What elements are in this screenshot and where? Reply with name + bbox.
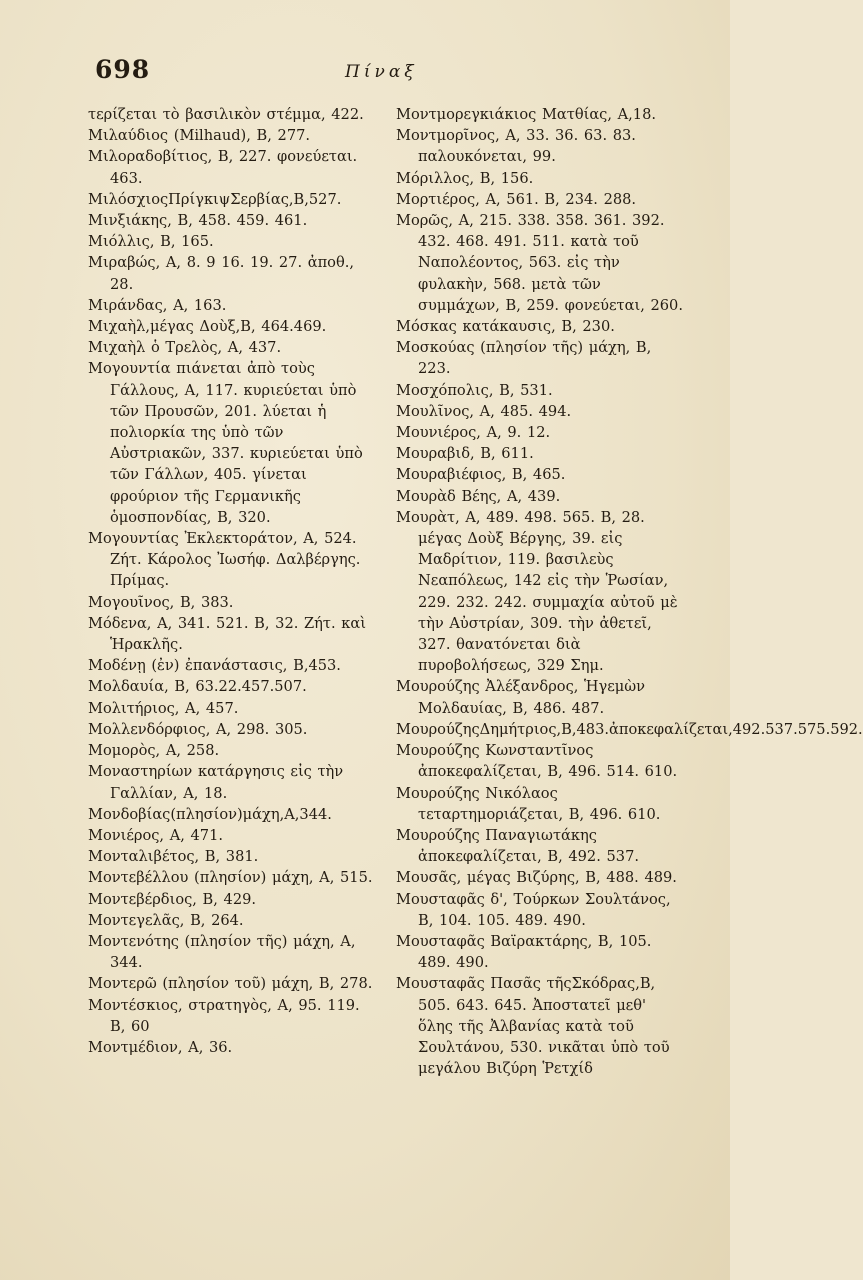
index-entry: Μιλαύδιος (Milhaud), Β, 277. [88,127,311,145]
index-entry: Μιόλλις, Β, 165. [88,233,214,251]
page-number: 698 [95,55,151,84]
index-entry: Μοδένῃ (ἐν) ἐπανάστασις, Β,453. [88,657,341,675]
index-entry: Μόσκας κατάκαυσις, Β, 230. [396,318,615,336]
index-entry: Μολιτήριος, Α, 457. [88,699,239,717]
index-entry: Μόριλλος, Β, 156. [396,169,534,187]
index-entry: Μορτιέρος, Α, 561. Β, 234. 288. [396,190,637,208]
index-column-right [396,104,863,1079]
index-entry: Μολλενδόρφιος, Α, 298. 305. [88,720,308,738]
index-entry: Μουρούζης Κωνσταντῖνος ἀποκεφαλίζεται, Β, 496. 514. 610. [396,742,678,781]
index-entry: Μοντερῶ (πλησίον τοῦ) μάχη, Β, 278. [88,975,373,993]
index-entry: Μουνιέρος, Α, 9. 12. [396,424,551,442]
index-entry: τερίζεται τὸ βασιλικὸν στέμμα, 422. [88,106,364,123]
index-entry: Μονδοβίας(πλησίον)μάχη,Α,344. [88,805,332,823]
index-entry: Μοντενότης (πλησίον τῆς) μάχη, Α, 344. [88,932,356,972]
index-entry: Μουρούζης Ἀλέξανδρος, Ἡγεμὼν Μολδαυίας, Β, 486. 487. [396,678,646,717]
index-entry: Μιχαὴλ,μέγας Δοὺξ,Β, 464.469. [88,318,327,336]
index-entry: Μοντμορεγκιάκιος Ματθίας, Α,18. [396,106,657,123]
index-entry: Μινξιάκης, Β, 458. 459. 461. [88,212,308,230]
index-entry: Μοντεγελᾶς, Β, 264. [88,911,244,929]
index-entry: Μουρὰτ, Α, 489. 498. 565. Β, 28. μέγας Δοὺξ Βέργης, 39. εἰς Μαδρίτιον, 119. βασιλεὺς Νεαπόλεως, 142 εἰς τὴν Ῥωσίαν, 229. 232. 242. συμμαχία αὐτοῦ μὲ τὴν Αὐστρίαν, 309. τὴν ἀθετεῖ, 327. θανατόνεται διὰ πυροβολήσεως, 329 Σημ. [396,508,678,675]
index-entry: Μουλῖνος, Α, 485. 494. [396,402,572,420]
index-entry: Μοντμορῖνος, Α, 33. 36. 63. 83. παλουκόνεται, 99. [396,127,636,166]
index-entry: Μορῶς, Α, 215. 338. 358. 361. 392. 432. 468. 491. 511. κατὰ τοῦ Ναπολέοντος, 563. εἰς τὴν φυλακὴν, 568. μετὰ τῶν συμμάχων, Β, 259. φονεύεται, 260. [396,212,683,314]
index-entry: Μολδαυία, Β, 63.22.457.507. [88,678,307,696]
index-entry: ΜουρούζηςΔημήτριος,Β,483.ἀποκεφαλίζεται,492.537.575.592. [396,720,863,738]
index-entry: Μουρὰδ Βέης, Α, 439. [396,487,561,505]
index-entry: ΜιλόσχιοςΠρίγκιψΣερβίας,Β,527. [88,190,342,208]
index-entry: Μουσταφᾶς Βαϊρακτάρης, Β, 105. 489. 490. [396,932,652,972]
index-entry: Μιχαὴλ ὁ Τρελὸς, Α, 437. [88,339,282,357]
index-entry: Μοντεβέρδιος, Β, 429. [88,890,257,908]
index-entry: Μόδενα, Α, 341. 521. Β, 32. Ζήτ. καὶ Ἡρακλῆς. [88,614,366,654]
running-head: Πίναξ [345,62,418,82]
index-column-left [88,104,380,1058]
index-entry: Μουραβιέφιος, Β, 465. [396,466,566,484]
index-entry: Μουραβιδ, Β, 611. [396,445,534,463]
index-entry: Μοσχόπολις, Β, 531. [396,381,553,399]
index-entry: Μογουντία πιάνεται ἀπὸ τοὺς Γάλλους, Α, 117. κυριεύεται ὑπὸ τῶν Προυσῶν, 201. λύεται ἡ πολιορκία της ὑπὸ τῶν Αὐστριακῶν, 337. κυριεύεται ὑπὸ τῶν Γάλλων, 405. γίνεται φρούριον τῆς Γερμανικῆς ὁμοσπονδίας, Β, 320. [88,360,363,526]
index-entry: Μοντέσκιος, στρατηγὸς, Α, 95. 119. Β, 60 [88,996,360,1035]
index-entry: Μουσᾶς, μέγας Βιζύρης, Β, 488. 489. [396,869,677,887]
index-entry: Μοναστηρίων κατάργησις εἰς τὴν Γαλλίαν, Α, 18. [88,763,344,802]
index-entry: Μουρούζης Νικόλαος τεταρτημοριάζεται, Β, 496. 610. [396,784,661,823]
index-entry: Μουρούζης Παναγιωτάκης ἀποκεφαλίζεται, Β, 492. 537. [396,826,639,866]
index-entry: Μογουντίας Ἐκλεκτοράτον, Α, 524. Ζήτ. Κάρολος Ἰωσήφ. Δαλβέργης. Πρίμας. [88,530,361,590]
index-entry: Μιράνδας, Α, 163. [88,296,227,314]
index-entry: Μουσταφᾶς Πασᾶς τῆςΣκόδρας,Β, 505. 643. 645. Ἀποστατεῖ μεθ' ὅλης τῆς Ἀλβανίας κατὰ τοῦ Σουλτάνου, 530. νικᾶται ὑπὸ τοῦ μεγάλου Βιζύρη Ῥετχίδ [396,975,670,1078]
index-entry: Μογουῖνος, Β, 383. [88,593,234,611]
index-entry: Μομορὸς, Α, 258. [88,742,220,760]
index-entry: Μονταλιβέτος, Β, 381. [88,848,259,866]
index-entry: Μοντεβέλλου (πλησίον) μάχη, Α, 515. [88,869,373,887]
index-entry: Μουσταφᾶς δ', Τούρκων Σουλτάνος, Β, 104. 105. 489. 490. [396,890,671,929]
index-entry: Μοντμέδιον, Α, 36. [88,1038,233,1056]
index-entry: Μιραβώς, Α, 8. 9 16. 19. 27. ἀποθ., 28. [88,254,355,293]
index-entry: Μοσκούας (πλησίον τῆς) μάχη, Β, 223. [396,339,652,378]
index-entry: Μονιέρος, Α, 471. [88,826,224,844]
index-entry: Μιλοραδοβίτιος, Β, 227. φονεύεται. 463. [88,148,358,187]
